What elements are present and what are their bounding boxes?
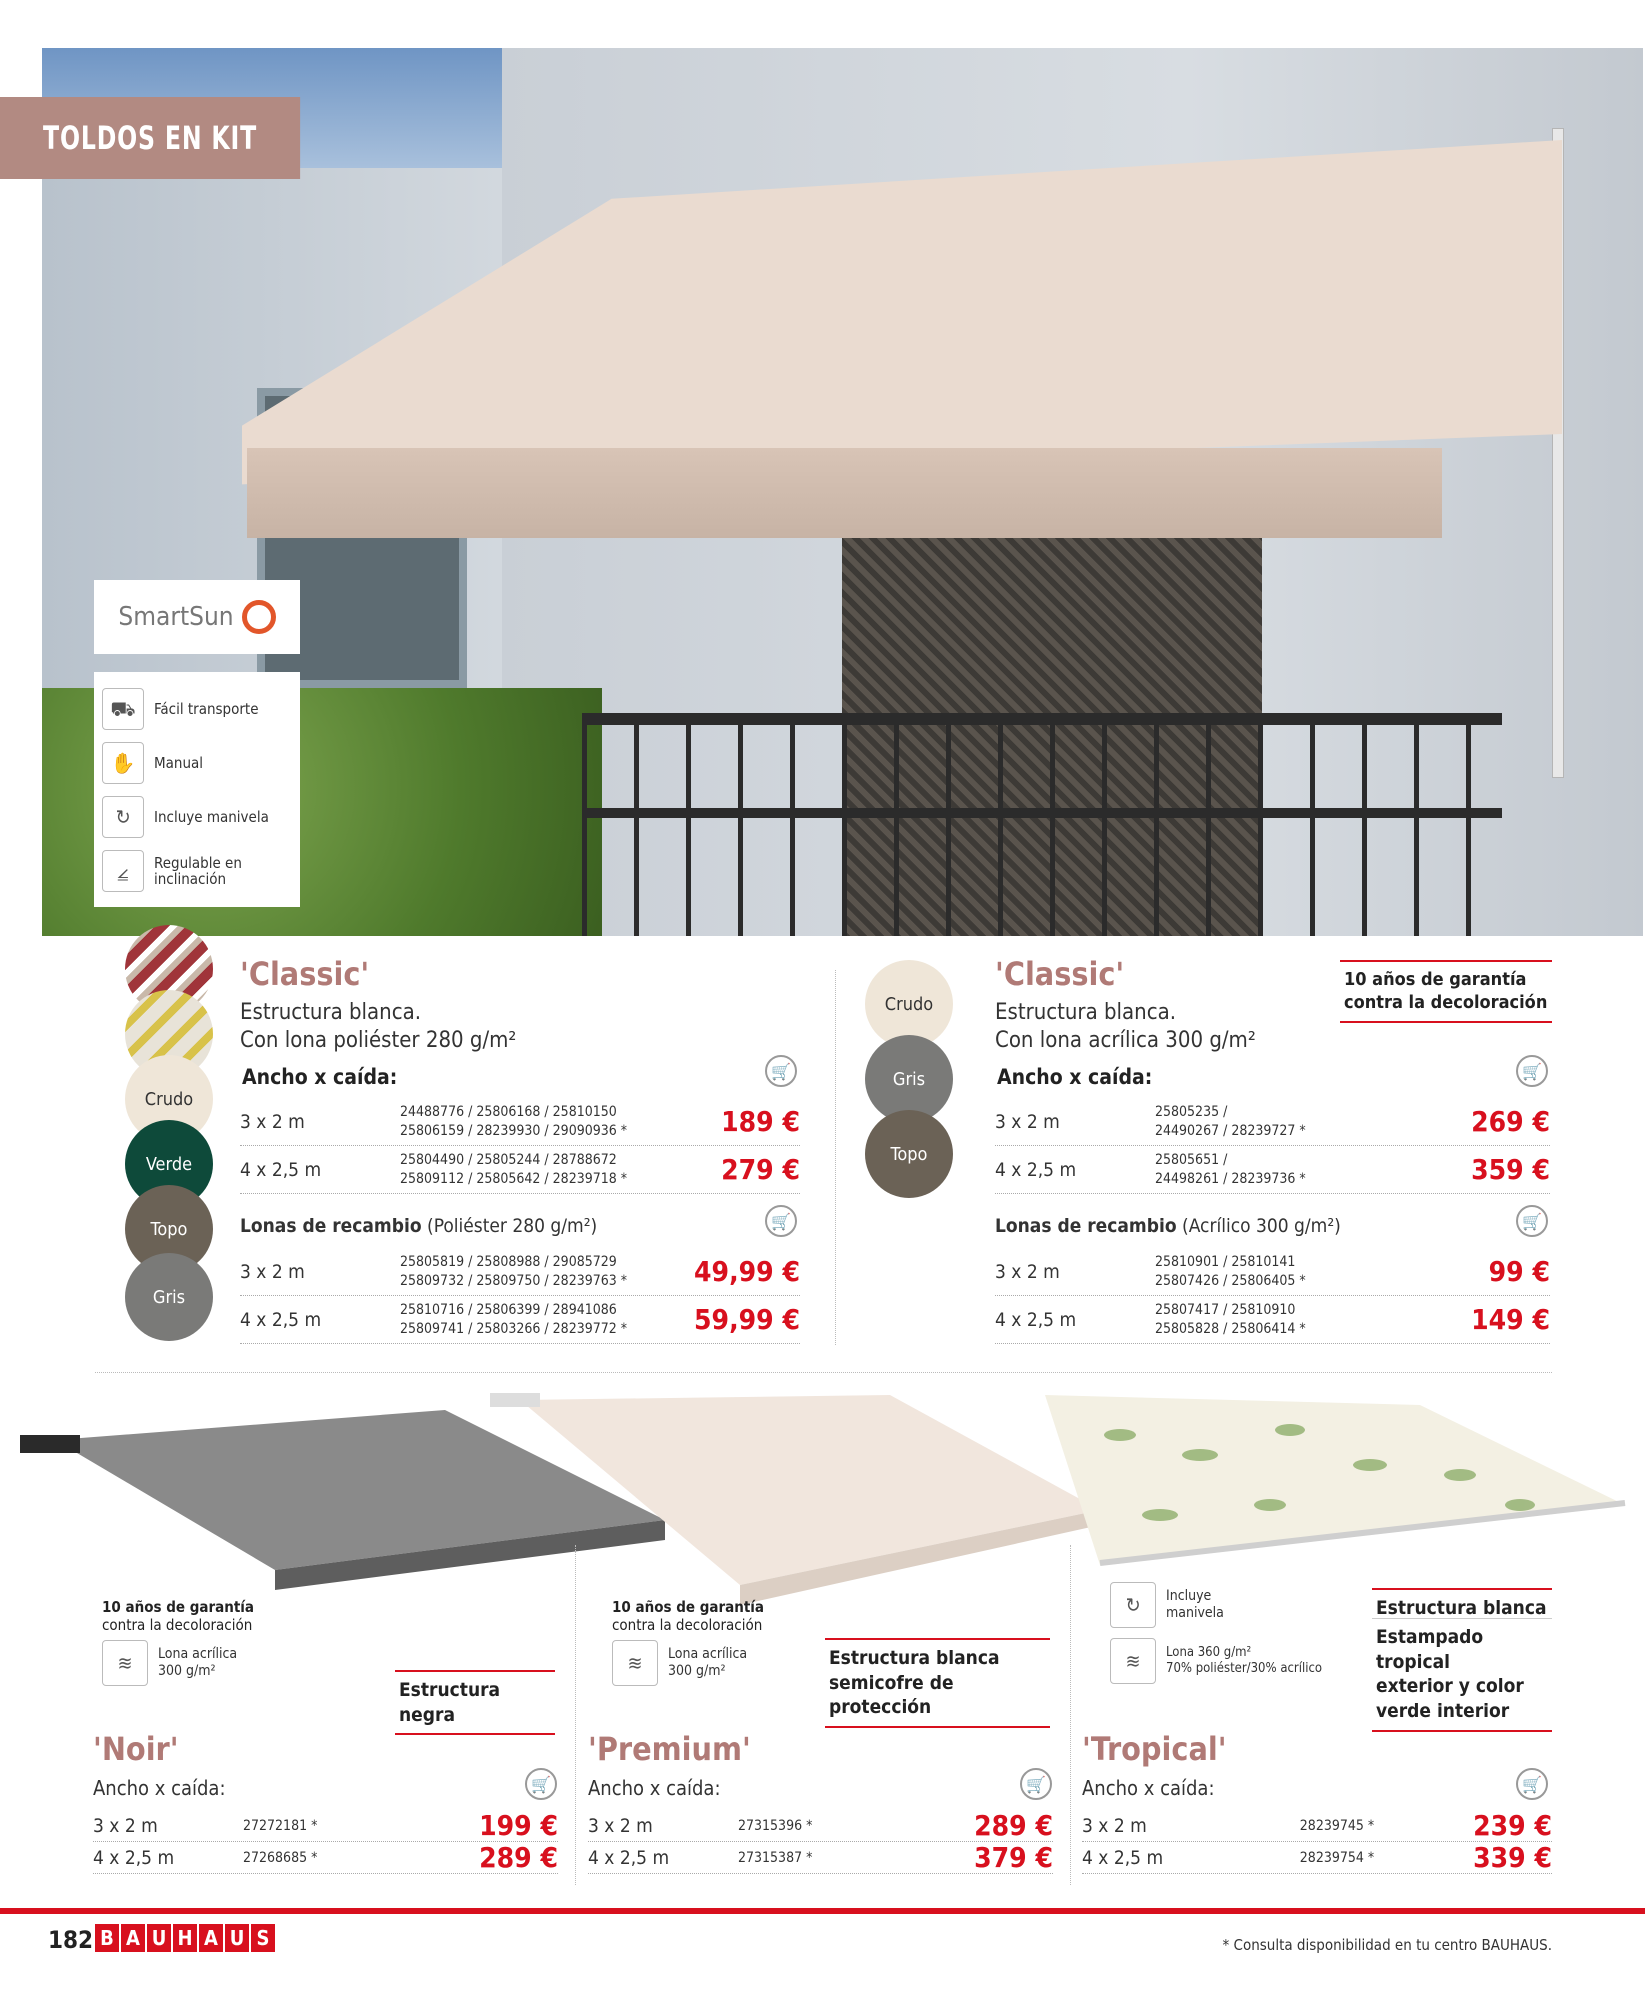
tilt-icon: ⦤ — [102, 850, 144, 892]
price: 239 € — [1473, 1809, 1552, 1842]
crank-icon: ↻ — [1110, 1582, 1156, 1628]
structure-badge: Estructura blanca semicofre de protección — [825, 1638, 1050, 1728]
cart-icon[interactable]: 🛒 — [765, 1205, 797, 1237]
table-row: 4 x 2,5 m 27268685 * 289 € — [93, 1841, 558, 1874]
product-desc: Estructura blanca. — [240, 1000, 422, 1025]
divider — [95, 1372, 1552, 1373]
footnote: * Consulta disponibilidad en tu centro BAUHAUS. — [1222, 1936, 1552, 1954]
structure-badge: Estructura negra — [395, 1670, 555, 1735]
spec-fabric: ≋ Lona 360 g/m² 70% poliéster/30% acrílico — [1110, 1638, 1322, 1684]
fabric-layers-icon: ≋ — [1110, 1638, 1156, 1684]
structure-badge: Estructura blanca — [1372, 1588, 1552, 1627]
tropical-awning-image — [1040, 1385, 1630, 1585]
feature-item: ⦤ Regulable en inclinación — [102, 844, 292, 898]
price: 149 € — [1471, 1303, 1550, 1336]
size-label: Ancho x caída: — [997, 1065, 1153, 1089]
price: 379 € — [974, 1841, 1053, 1874]
table-row: 4 x 2,5 m 25804490 / 25805244 / 28788672 25809112 / 25805642 / 28239718 * 279 € — [240, 1146, 800, 1194]
section-tag: TOLDOS EN KIT — [0, 97, 300, 179]
product-title: 'Premium' — [588, 1730, 751, 1768]
product-title: 'Classic' — [995, 955, 1125, 993]
swatch-gris: Gris — [865, 1035, 953, 1123]
fabric-layers-icon: ≋ — [102, 1640, 148, 1686]
hand-icon: ✋ — [102, 742, 144, 784]
feature-item: ↻ Incluye manivela — [102, 790, 292, 844]
price: 269 € — [1471, 1105, 1550, 1138]
page-number: 182 — [48, 1926, 94, 1954]
price: 339 € — [1473, 1841, 1552, 1874]
spec-crank: ↻ Incluye manivela — [1110, 1582, 1224, 1628]
product-title: 'Noir' — [93, 1730, 179, 1768]
bauhaus-logo: B A U H A U S — [95, 1924, 275, 1952]
cart-icon[interactable]: 🛒 — [1516, 1768, 1548, 1800]
size-label: Ancho x caída: — [588, 1776, 721, 1800]
warranty-note: 10 años de garantía contra la decoloración — [102, 1598, 255, 1634]
price: 49,99 € — [694, 1255, 800, 1288]
table-row: 4 x 2,5 m 25807417 / 25810910 25805828 / 25806414 * 149 € — [995, 1296, 1550, 1344]
footer-bar — [0, 1908, 1645, 1914]
feature-item: ⛟ Fácil transporte — [102, 682, 292, 736]
product-title: 'Classic' — [240, 955, 370, 993]
replacement-heading: Lonas de recambio (Acrílico 300 g/m²) — [995, 1215, 1341, 1237]
fabric-layers-icon: ≋ — [612, 1640, 658, 1686]
product-title: 'Tropical' — [1082, 1730, 1227, 1768]
divider — [575, 1545, 576, 1885]
divider — [835, 970, 836, 1345]
price: 199 € — [479, 1809, 558, 1842]
spec-fabric: ≋ Lona acrílica 300 g/m² — [612, 1640, 747, 1686]
swatch-verde: Verde — [125, 1120, 213, 1208]
table-row: 4 x 2,5 m 27315387 * 379 € — [588, 1841, 1053, 1874]
feature-item: ✋ Manual — [102, 736, 292, 790]
cart-icon[interactable]: 🛒 — [1020, 1768, 1052, 1800]
price: 189 € — [721, 1105, 800, 1138]
cart-icon[interactable]: 🛒 — [1516, 1205, 1548, 1237]
feature-list — [94, 672, 300, 907]
brand-name: SmartSun — [118, 602, 234, 632]
table-row: 4 x 2,5 m 25805651 / 24498261 / 28239736 * 359 € — [995, 1146, 1550, 1194]
table-row: 4 x 2,5 m 28239754 * 339 € — [1082, 1841, 1552, 1874]
replacement-heading: Lonas de recambio (Poliéster 280 g/m²) — [240, 1215, 598, 1237]
product-desc: Estructura blanca. — [995, 1000, 1177, 1025]
smartsun-badge — [94, 580, 300, 654]
table-row: 3 x 2 m 27315396 * 289 € — [588, 1809, 1053, 1842]
price: 279 € — [721, 1153, 800, 1186]
price: 359 € — [1471, 1153, 1550, 1186]
crank-icon: ↻ — [102, 796, 144, 838]
car-transport-icon: ⛟ — [102, 688, 144, 730]
price: 289 € — [974, 1809, 1053, 1842]
cart-icon[interactable]: 🛒 — [765, 1055, 797, 1087]
size-label: Ancho x caída: — [242, 1065, 398, 1089]
swatch-topo: Topo — [865, 1110, 953, 1198]
product-desc: Con lona poliéster 280 g/m² — [240, 1028, 517, 1053]
premium-awning-image — [480, 1385, 1120, 1625]
swatch-gris: Gris — [125, 1253, 213, 1341]
swatch-crudo: Crudo — [865, 960, 953, 1048]
swatch-topo: Topo — [125, 1185, 213, 1273]
table-row: 3 x 2 m 27272181 * 199 € — [93, 1809, 558, 1842]
cart-icon[interactable]: 🛒 — [525, 1768, 557, 1800]
spec-fabric: ≋ Lona acrílica 300 g/m² — [102, 1640, 237, 1686]
table-row: 4 x 2,5 m 25810716 / 25806399 / 28941086 25809741 / 25803266 / 28239772 * 59,99 € — [240, 1296, 800, 1344]
warranty-badge: 10 años de garantía contra la decoloración — [1340, 960, 1552, 1023]
product-desc: Con lona acrílica 300 g/m² — [995, 1028, 1256, 1053]
size-label: Ancho x caída: — [1082, 1776, 1215, 1800]
table-row: 3 x 2 m 28239745 * 239 € — [1082, 1809, 1552, 1842]
price: 59,99 € — [694, 1303, 800, 1336]
price: 99 € — [1488, 1255, 1550, 1288]
warranty-note: 10 años de garantía contra la decoloración — [612, 1598, 765, 1634]
swatch-crudo: Crudo — [125, 1055, 213, 1143]
table-row: 3 x 2 m 25810901 / 25810141 25807426 / 25806405 * 99 € — [995, 1248, 1550, 1296]
table-row: 3 x 2 m 24488776 / 25806168 / 25810150 25806159 / 28239930 / 29090936 * 189 € — [240, 1098, 800, 1146]
size-label: Ancho x caída: — [93, 1776, 226, 1800]
table-row: 3 x 2 m 25805235 / 24490267 / 28239727 * 269 € — [995, 1098, 1550, 1146]
price: 289 € — [479, 1841, 558, 1874]
divider — [1070, 1545, 1071, 1885]
print-badge: Estampado tropical exterior y color verde interior — [1372, 1618, 1552, 1732]
cart-icon[interactable]: 🛒 — [1516, 1055, 1548, 1087]
table-row: 3 x 2 m 25805819 / 25808988 / 29085729 25809732 / 25809750 / 28239763 * 49,99 € — [240, 1248, 800, 1296]
sun-icon — [242, 600, 276, 634]
